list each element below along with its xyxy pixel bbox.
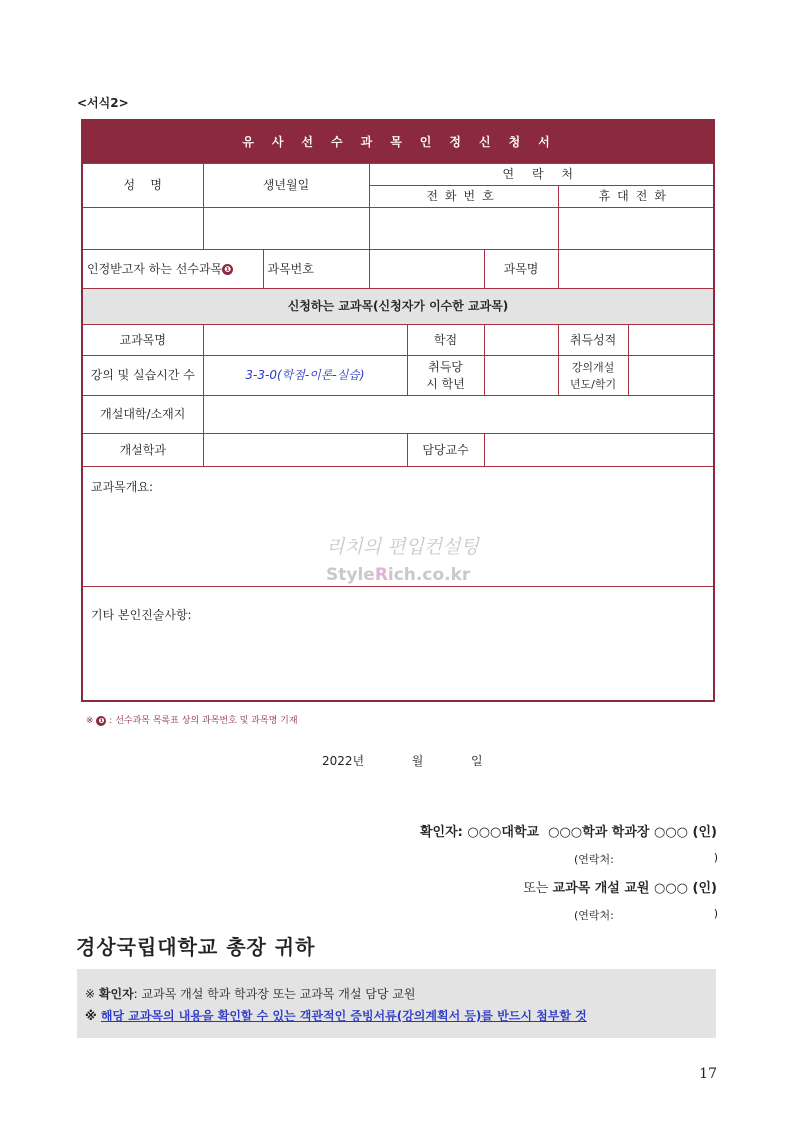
hours-label: 강의 및 실습시간 수	[82, 356, 203, 396]
alt-confirmer-prefix: 또는	[523, 881, 549, 896]
semester-label: 강의개설 년도/학기	[558, 356, 628, 396]
addressee: 경상국립대학교 총장 귀하	[76, 935, 316, 959]
marker-one-icon: ❶	[222, 264, 233, 275]
watermark-text: 리치의 편입컨설팅	[326, 536, 479, 558]
subject-name-input-cell[interactable]	[203, 325, 407, 356]
course-name-label: 과목명	[484, 250, 558, 289]
contact-line-2	[574, 907, 718, 923]
footnote-prefix: ※	[86, 716, 94, 726]
notice-line-1	[85, 985, 415, 1002]
credits-label: 학점	[407, 325, 484, 356]
professor-label: 담당교수	[407, 434, 484, 467]
watermark-url-b: ich.co.kr	[387, 565, 471, 585]
notice-prefix: ※	[85, 1009, 97, 1023]
contact-label: (연락처:	[574, 853, 614, 866]
page-number: 17	[699, 1066, 717, 1082]
contact-close: )	[713, 851, 718, 864]
year-input-cell[interactable]	[484, 356, 558, 396]
year-label: 취득당시 학년	[407, 356, 484, 396]
phone-input-cell[interactable]	[369, 208, 558, 250]
subject-name-label: 교과목명	[82, 325, 203, 356]
date-day: 일	[471, 754, 483, 768]
confirmer-line: 확인자: ○○○대학교 ○○○학과 학과장 ○○○ (인)	[419, 825, 717, 840]
watermark-url	[326, 565, 470, 585]
alt-confirmer-line	[523, 877, 717, 896]
mobile-input-cell[interactable]	[558, 208, 714, 250]
credits-input-cell[interactable]	[484, 325, 558, 356]
prereq-label-text: 인정받고자 하는 선수과목	[87, 261, 223, 276]
contact-line-1	[574, 851, 718, 867]
university-input-cell[interactable]	[203, 396, 714, 434]
birth-input-cell[interactable]	[203, 208, 369, 250]
birth-header: 생년월일	[203, 164, 369, 208]
notice-line-2	[85, 1007, 587, 1024]
footnote-text: : 선수과목 목록표 상의 과목번호 및 과목명 기재	[109, 716, 298, 726]
footnote	[86, 713, 298, 726]
other-statement-area[interactable]	[82, 587, 714, 701]
semester-input-cell[interactable]	[628, 356, 714, 396]
date-month: 월	[411, 754, 424, 768]
name-header: 성 명	[82, 164, 203, 208]
university-label: 개설대학/소재지	[82, 396, 203, 434]
professor-input-cell[interactable]	[484, 434, 714, 467]
hours-example[interactable]: 3-3-0(학점-이론-실습)	[203, 356, 407, 396]
form-title: 유사선수과목인정신청서	[82, 120, 714, 164]
grade-input-cell[interactable]	[628, 325, 714, 356]
name-input-cell[interactable]	[82, 208, 203, 250]
notice-text: : 교과목 개설 학과 학과장 또는 교과목 개설 담당 교원	[133, 987, 416, 1001]
form-label: <서식2>	[77, 96, 129, 110]
department-label: 개설학과	[82, 434, 203, 467]
watermark-url-a: Style	[326, 565, 375, 585]
overview-label: 교과목개요:	[91, 480, 154, 494]
prereq-label	[82, 250, 263, 289]
notice-bold: 확인자	[98, 987, 134, 1001]
application-form-table	[81, 119, 715, 702]
grade-label: 취득성적	[558, 325, 628, 356]
watermark-url-r: R	[374, 565, 388, 585]
phone-header: 전화번호	[369, 186, 558, 208]
department-input-cell[interactable]	[203, 434, 407, 467]
course-no-input-cell[interactable]	[369, 250, 484, 289]
date-year: 2022년	[322, 754, 365, 768]
section-title: 신청하는 교과목(신청자가 이수한 교과목)	[82, 289, 714, 325]
contact-close: )	[713, 907, 718, 920]
other-statement-label: 기타 본인진술사항:	[91, 608, 192, 622]
contact-header: 연 락 처	[369, 164, 714, 186]
course-no-label: 과목번호	[263, 250, 369, 289]
date-line	[322, 752, 483, 769]
course-name-input-cell[interactable]	[558, 250, 714, 289]
contact-label: (연락처:	[574, 909, 614, 922]
notice-box	[77, 969, 716, 1038]
alt-confirmer-bold: 교과목 개설 교원 ○○○ (인)	[552, 881, 717, 896]
marker-one-icon: ❶	[96, 716, 106, 726]
mobile-header: 휴대전화	[558, 186, 714, 208]
notice-prefix: ※	[85, 987, 96, 1001]
notice-underlined-text: 해당 교과목의 내용을 확인할 수 있는 객관적인 증빙서류(강의계획서 등)를 반드시 첨부할 것	[100, 1009, 587, 1023]
